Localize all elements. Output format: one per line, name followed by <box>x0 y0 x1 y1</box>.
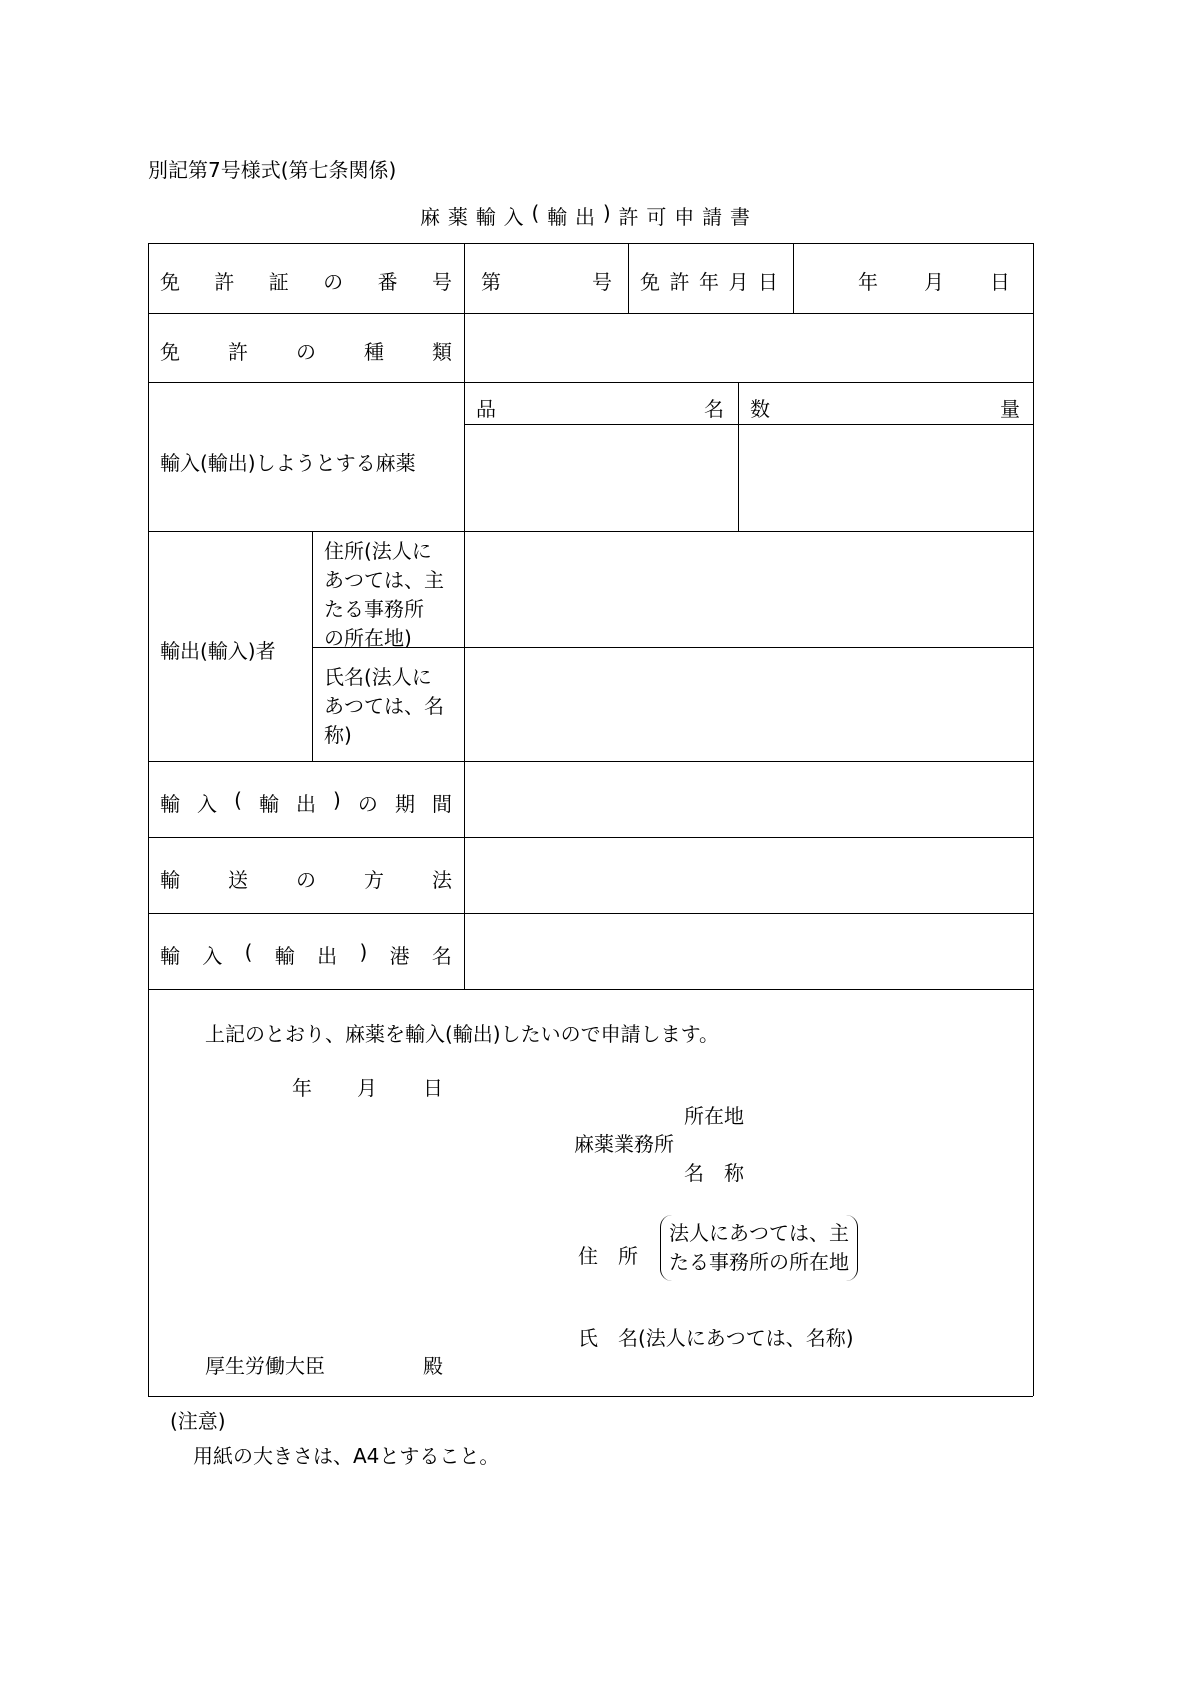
date-month: 月 <box>924 270 944 294</box>
form-number: 別記第7号様式(第七条関係) <box>148 158 397 182</box>
party-label: 輸出(輸入)者 <box>160 639 276 663</box>
declaration-month: 月 <box>357 1076 377 1100</box>
license-date-label: 免 許 年 月 日 <box>640 270 778 294</box>
declaration-day: 日 <box>423 1076 443 1100</box>
license-type-label: 免 許 の 種 類 <box>160 340 452 364</box>
period-label: 輸 入 ( 輸 出 ) の 期 間 <box>160 788 452 816</box>
notes-heading: (注意) <box>170 1409 226 1433</box>
port-label: 輸 入 ( 輸 出 ) 港 名 <box>160 940 452 968</box>
date-year: 年 <box>858 270 878 294</box>
quantity-header: 数 量 <box>750 397 1020 421</box>
number-prefix: 第 <box>481 270 501 294</box>
office-label: 麻薬業務所 <box>574 1132 674 1156</box>
number-suffix: 号 <box>592 270 612 294</box>
addressee: 厚生労働大臣 <box>205 1354 325 1378</box>
transport-label: 輸 送 の 方 法 <box>160 868 452 892</box>
honorific: 殿 <box>423 1354 443 1378</box>
address-label: 住 所 <box>578 1244 638 1268</box>
party-address-label: 住所(法人に あつては、主 たる事務所 の所在地) <box>324 539 444 650</box>
notes-text: 用紙の大きさは、A4とすること。 <box>193 1444 500 1468</box>
narcotic-label: 輸入(輸出)しようとする麻薬 <box>160 451 416 475</box>
office-name-label: 名 称 <box>684 1161 744 1185</box>
declaration-year: 年 <box>292 1076 312 1100</box>
license-number-label: 免 許 証 の 番 号 <box>160 270 452 294</box>
declaration-statement: 上記のとおり、麻薬を輸入(輸出)したいので申請します。 <box>205 1022 720 1046</box>
item-name-header: 品 名 <box>476 397 724 421</box>
location-label: 所在地 <box>684 1104 744 1128</box>
date-day: 日 <box>990 270 1010 294</box>
address-note: 法人にあつては、主 たる事務所の所在地 <box>660 1215 858 1281</box>
page-title: 麻 薬 輸 入 ( 輸 出 ) 許 可 申 請 書 <box>420 201 750 229</box>
party-name-label: 氏名(法人に あつては、名 称) <box>324 665 444 747</box>
applicant-label: 氏 名(法人にあつては、名称) <box>578 1326 854 1350</box>
